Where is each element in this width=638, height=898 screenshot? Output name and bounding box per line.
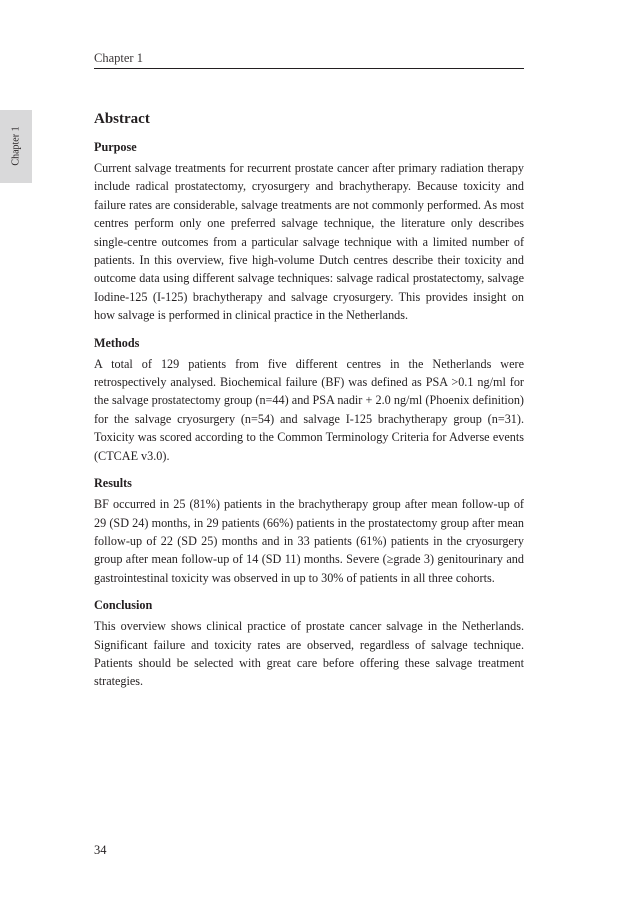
abstract-title: Abstract	[94, 111, 150, 127]
purpose-body: Current salvage treatments for recurrent prostate cancer after primary radiation therapy include radical prostatectomy, cryosurgery and brachytherapy. Because toxicity and failure rates are considerable, salvage treatments are not commonly performed. As most centres perform only one preferred salvage technique, the literature only describes single-centre outcomes from a particular salvage technique with a limited number of patients. In this overview, five high-volume Dutch centres describe their toxicity and outcome data using different salvage techniques: salvage radical prostatectomy, salvage Iodine-125 (I-125) brachytherapy and salvage cryosurgery. This provides insight on how salvage is performed in clinical practice in the Netherlands.	[94, 161, 524, 323]
purpose-heading: Purpose	[94, 140, 137, 154]
conclusion-body: This overview shows clinical practice of prostate cancer salvage in the Netherlands. Significant failure and toxicity rates are observed, regardless of salvage technique. Patients should be selected with great care before offering these salvage treatment strategies.	[94, 619, 524, 689]
running-header: Chapter 1	[94, 51, 143, 65]
methods-heading: Methods	[94, 335, 140, 350]
methods-body: A total of 129 patients from five different centres in the Netherlands were retrospectively analysed. Biochemical failure (BF) was defined as PSA >0.1 ng/ml for the salvage prostatectomy group (n=44) and PSA nadir + 2.0 ng/ml (Phoenix definition) for the salvage cryosurgery (n=54) and salvage I-125 brachytherapy group (n=31). Toxicity was scored according to the Common Terminology Criteria for Adverse events (CTCAE v3.0).	[94, 356, 524, 463]
conclusion-heading: Conclusion	[94, 598, 153, 613]
page-number: 34	[94, 843, 107, 857]
results-heading: Results	[94, 476, 132, 491]
chapter-side-tab-label: Chapter 1	[10, 126, 22, 166]
header-rule	[94, 68, 524, 69]
abstract-content	[94, 109, 524, 700]
results-body: BF occurred in 25 (81%) patients in the brachytherapy group after mean follow-up of 29 (SD 24) months, in 29 patients (66%) patients in the prostatectomy group after mean follow-up of 22 (SD 25) months and in 33 patients (61%) patients in the cryosurgery group after mean follow-up of 14 (SD 11) months. Severe (≥grade 3) genitourinary and gastrointestinal toxicity was observed in up to 30% of patients in all three cohorts.	[94, 497, 524, 585]
